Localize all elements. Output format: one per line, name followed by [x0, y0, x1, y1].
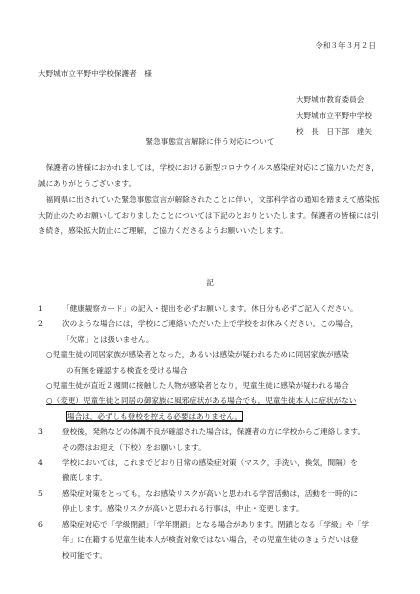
- item-number: 3: [38, 427, 43, 437]
- item-number: 2: [38, 319, 43, 329]
- item-number: 1: [38, 304, 43, 313]
- item-line: 停止します。感染リスクが高いと思われる行事は，中止・変更します。: [62, 504, 304, 514]
- sub-item-changed: [38, 393, 384, 424]
- item-line: 年」に在籍する児童生徒本人が検査対象ではない場合，その児童生徒のきょうだいは登: [62, 535, 359, 545]
- notice-list: [38, 301, 384, 563]
- item-number: 4: [38, 458, 43, 468]
- list-item: [38, 316, 384, 347]
- document-date: 令和３年３月２日: [315, 41, 376, 50]
- sub-line: の有無を確認する検査を受ける場合: [66, 365, 188, 375]
- item-number: 6: [38, 519, 43, 529]
- sub-line: ○児童生徒が直近２週間に接触した人物が感染者となり，児童生徒に感染が疑われる場合: [46, 381, 349, 391]
- sender-line: 大野城市立平野中学校: [296, 111, 372, 120]
- sub-line-boxed: 場合は，必ずしも登校を控える必要はありません。: [67, 411, 243, 421]
- item-number: 5: [38, 488, 43, 498]
- sub-item: [38, 378, 384, 393]
- item-line: 感染症対策をとっても，なお感染リスクが高いと思われる学習活動は，活動を一時的に: [62, 488, 358, 498]
- list-item: [38, 424, 384, 455]
- document-title: 緊急事態宣言解除に伴う対応について: [145, 137, 275, 146]
- ki-heading: 記: [206, 278, 214, 287]
- list-item: [38, 517, 384, 563]
- item-line: 学校においては，これまでどおり日常の感染症対策（マスク，手洗い，換気，間隔）を: [62, 458, 358, 468]
- item-line: 徹底します。: [62, 473, 107, 483]
- intro-paragraph: 保護者の皆様におかれましては，学校における新型コロナウイルス感染症対応にご協力いただき，誠にありがとうございます。: [38, 163, 379, 188]
- item-line: 「健康観察カード」の記入・提出を必ずお願いします。休日分も必ずご記入ください。: [62, 304, 358, 313]
- item-line: 感染症対応で「学級閉鎖」「学年閉鎖」となる場合があります。閉鎖となる「学級」や「学: [62, 519, 369, 529]
- sub-line: ○児童生徒の同居家族が感染者となった，あるいは感染が疑われるために同居家族が感染: [46, 350, 349, 360]
- sub-item: [38, 347, 384, 378]
- sender-line: 校 長 日下部 達矢: [296, 127, 372, 136]
- item-line: 次のような場合には，学校にご連絡いただいた上で学校をお休みください。この場合，: [62, 319, 359, 329]
- sub-line: ○（変更）児童生徒と同居の御家族に風邪症状がある場合でも，児童生徒本人に症状がない: [46, 396, 357, 406]
- item-line: 校可能です。: [62, 550, 107, 560]
- sender-block: [296, 92, 372, 140]
- item-line: 登校後，発熱などの体調不良が確認された場合は，保護者の方に学校からご連絡します。: [62, 427, 366, 437]
- list-item: [38, 301, 384, 316]
- list-item: [38, 486, 384, 517]
- sub-line: [46, 409, 384, 424]
- list-item: [38, 455, 384, 486]
- notice-paragraph: 福岡県に出されていた緊急事態宣言が解除されたことに伴い，文部科学省の通知を踏まえて感染拡大防止のためお願いしておりましたことについては下記のとおりといたします。保護者の皆様には引き続き，感染拡大防止にご理解，ご協力くださるようお願いいたします。: [38, 195, 380, 235]
- item-line: 「欠席」とは扱いません。: [62, 334, 154, 344]
- item-line: その際はお迎え（下校）をお願いします。: [62, 442, 206, 452]
- sender-line: 大野城市教育委員会: [296, 95, 365, 104]
- recipient: 大野城市立平野中学校保護者 様: [38, 69, 152, 78]
